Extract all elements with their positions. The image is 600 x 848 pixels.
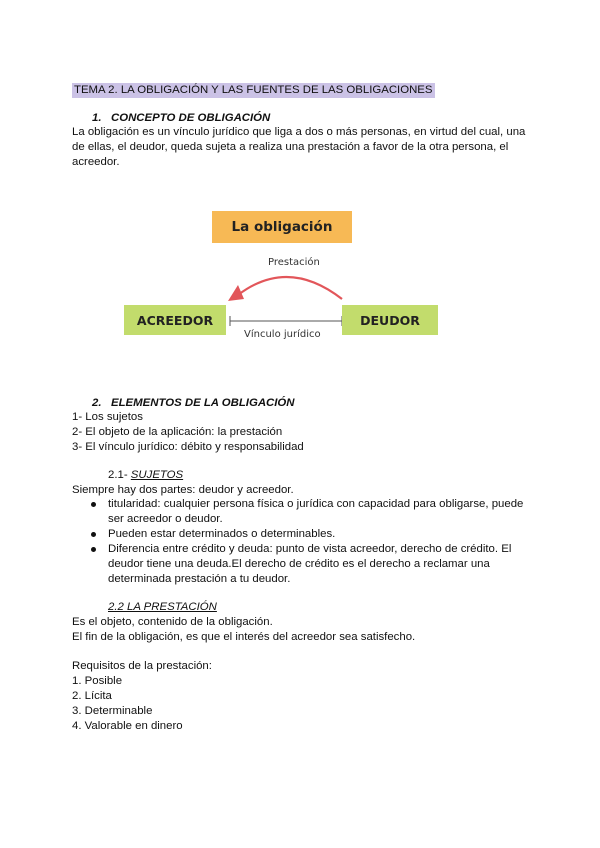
diagram-link-label: Vínculo jurídico [244, 329, 321, 340]
requisite-item: 2. Lícita [72, 690, 112, 702]
paragraph-line: de ellas, el deudor, queda sujeta a realiza una prestación a favor de la otra persona, el [72, 141, 509, 153]
list-item: 3- El vínculo jurídico: débito y responsabilidad [72, 441, 304, 453]
sub22-line: Es el objeto, contenido de la obligación. [72, 616, 273, 628]
bullet-item [108, 527, 523, 542]
paragraph-line: acreedor. [72, 156, 120, 168]
bullet-line: deudor tiene una deuda.El derecho de crédito es el derecho a reclamar una [108, 558, 490, 570]
sub21-heading [108, 468, 183, 483]
bullet-dot-icon [91, 532, 96, 537]
bullet-item [108, 497, 523, 527]
sub21-bullets [108, 497, 523, 587]
sub22-lines [72, 615, 415, 645]
sub21-prefix: 2.1- [108, 469, 131, 481]
section1-heading [92, 111, 270, 126]
section2-heading-text: ELEMENTOS DE LA OBLIGACIÓN [111, 397, 295, 409]
obligation-diagram [120, 205, 460, 355]
bullet-dot-icon [91, 502, 96, 507]
sub22-heading: 2.2 LA PRESTACIÓN [108, 601, 217, 613]
bullet-line: titularidad: cualquier persona física o jurídica con capacidad para obligarse, puede [108, 498, 524, 510]
bullet-line: determinada prestación a tu deudor. [108, 573, 291, 585]
requisite-item: 3. Determinable [72, 705, 153, 717]
list-item: 2- El objeto de la aplicación: la prestación [72, 426, 283, 438]
section2-list [72, 410, 304, 455]
diagram-arrow-label: Prestación [268, 257, 320, 268]
bullet-dot-icon [91, 547, 96, 552]
section1-number: 1. [92, 112, 102, 124]
requisite-item: 1. Posible [72, 675, 123, 687]
bullet-line: Pueden estar determinados o determinables. [108, 528, 336, 540]
sub21-intro: Siempre hay dos partes: deudor y acreedor. [72, 484, 294, 496]
diagram-top-box: La obligación [212, 211, 352, 243]
paragraph-line: La obligación es un vínculo jurídico que liga a dos o más personas, en virtud del cual, una [72, 126, 526, 138]
bullet-line: Diferencia entre crédito y deuda: punto de vista acreedor, derecho de crédito. El [108, 543, 512, 555]
requisite-item: 4. Valorable en dinero [72, 720, 183, 732]
sub22-line: El fin de la obligación, es que el interés del acreedor sea satisfecho. [72, 631, 416, 643]
section1-heading-text: CONCEPTO DE OBLIGACIÓN [111, 112, 271, 124]
bullet-line: ser acreedor o deudor. [108, 513, 223, 525]
document-title: TEMA 2. LA OBLIGACIÓN Y LAS FUENTES DE LAS OBLIGACIONES [74, 84, 433, 96]
requisites-block [72, 659, 212, 734]
prestacion-arrow-icon [238, 277, 342, 299]
list-item: 1- Los sujetos [72, 411, 143, 423]
sub21-heading-text: SUJETOS [130, 469, 184, 481]
diagram-deudor-box: DEUDOR [342, 305, 438, 335]
section2-number: 2. [92, 397, 102, 409]
section2-heading [92, 396, 295, 411]
requisites-title: Requisitos de la prestación: [72, 660, 212, 672]
bullet-item [108, 542, 523, 587]
section1-paragraph [72, 125, 525, 170]
diagram-acreedor-box: ACREEDOR [124, 305, 226, 335]
